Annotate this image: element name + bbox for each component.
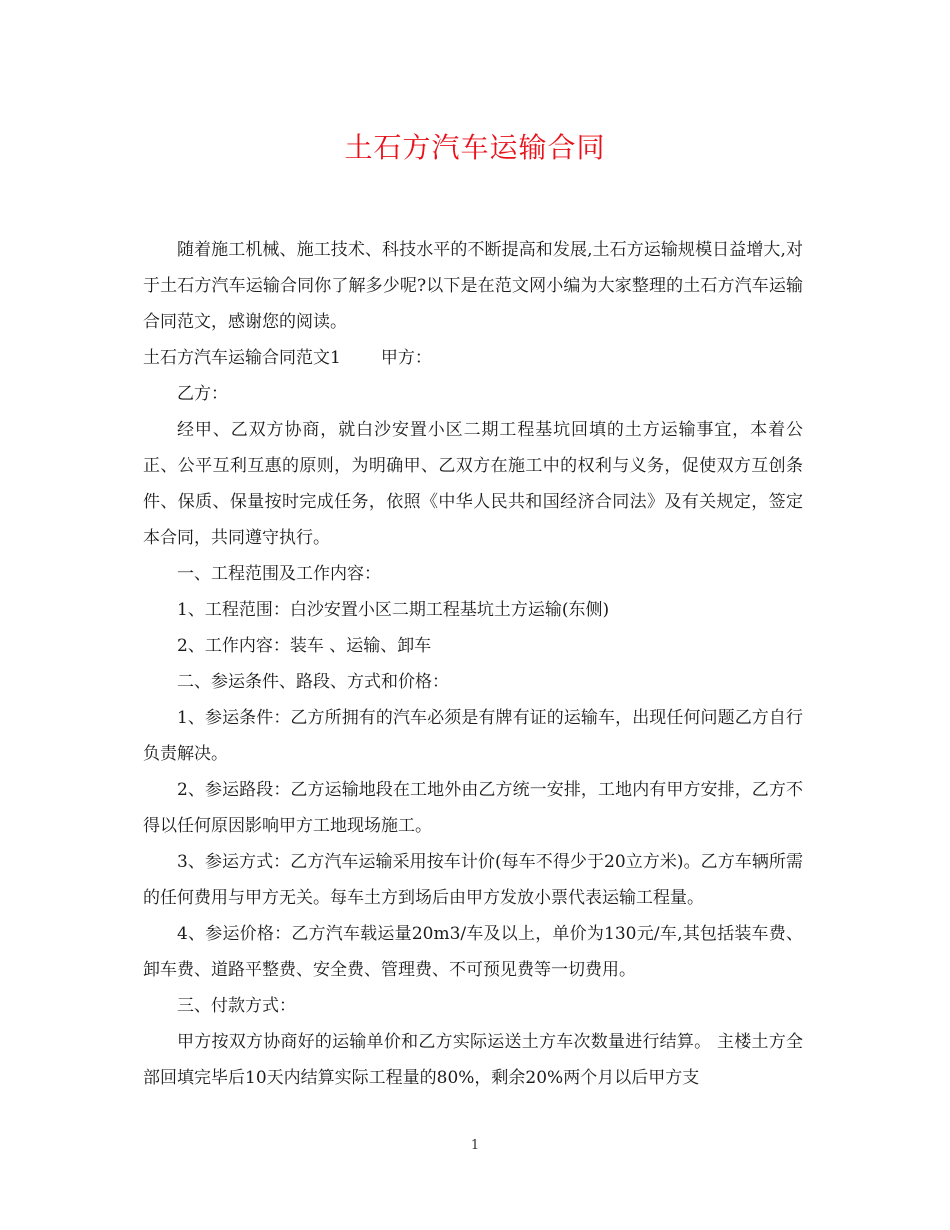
clause-1-title: 一、工程范围及工作内容： — [177, 564, 381, 584]
section-heading: 土石方汽车运输合同范文1 — [143, 348, 341, 368]
clause-1-item-1: 1、工程范围：白沙安置小区二期工程基坑土方运输(东侧) — [177, 600, 610, 620]
clause-3-title: 三、付款方式： — [177, 996, 296, 1016]
clause-2-item-1: 1、参运条件：乙方所拥有的汽车必须是有牌有证的运输车，出现任何问题乙方自行负责解决。 — [143, 708, 803, 764]
document-body — [143, 232, 803, 1096]
clause-2-item-2: 2、参运路段：乙方运输地段在工地外由乙方统一安排，工地内有甲方安排，乙方不得以任何原因影响甲方工地现场施工。 — [143, 780, 803, 836]
clause-2-title: 二、参运条件、路段、方式和价格： — [177, 672, 449, 692]
document-title: 土石方汽车运输合同 — [344, 131, 606, 164]
intro-paragraph: 随着施工机械、施工技术、科技水平的不断提高和发展,土石方运输规模日益增大,对于土石方汽车运输合同你了解多少呢?以下是在范文网小编为大家整理的土石方汽车运输合同范文，感谢您的阅读。 — [143, 240, 803, 332]
preamble-paragraph: 经甲、乙双方协商，就白沙安置小区二期工程基坑回填的土方运输事宜，本着公正、公平互利互惠的原则，为明确甲、乙双方在施工中的权利与义务，促使双方互创条件、保质、保量按时完成任务，依照《中华人民共和国经济合同法》及有关规定，签定本合同，共同遵守执行。 — [143, 420, 803, 548]
clause-2-item-4: 4、参运价格：乙方汽车载运量20m3/车及以上，单价为130元/车,其包括装车费、卸车费、道路平整费、安全费、管理费、不可预见费等一切费用。 — [143, 924, 803, 980]
party-b-label: 乙方： — [177, 384, 228, 404]
page-number: 1 — [470, 1138, 480, 1153]
section-heading-row — [143, 340, 803, 376]
clause-3-body: 甲方按双方协商好的运输单价和乙方实际运送土方车次数量进行结算。 主楼土方全部回填完毕后10天内结算实际工程量的80%，剩余20%两个月以后甲方支 — [143, 1032, 803, 1088]
party-a-label: 甲方： — [380, 348, 432, 368]
clause-1-item-2: 2、工作内容：装车 、运输、卸车 — [177, 636, 432, 656]
clause-2-item-3: 3、参运方式：乙方汽车运输采用按车计价(每车不得少于20立方米)。乙方车辆所需的任何费用与甲方无关。每车土方到场后由甲方发放小票代表运输工程量。 — [143, 852, 803, 908]
